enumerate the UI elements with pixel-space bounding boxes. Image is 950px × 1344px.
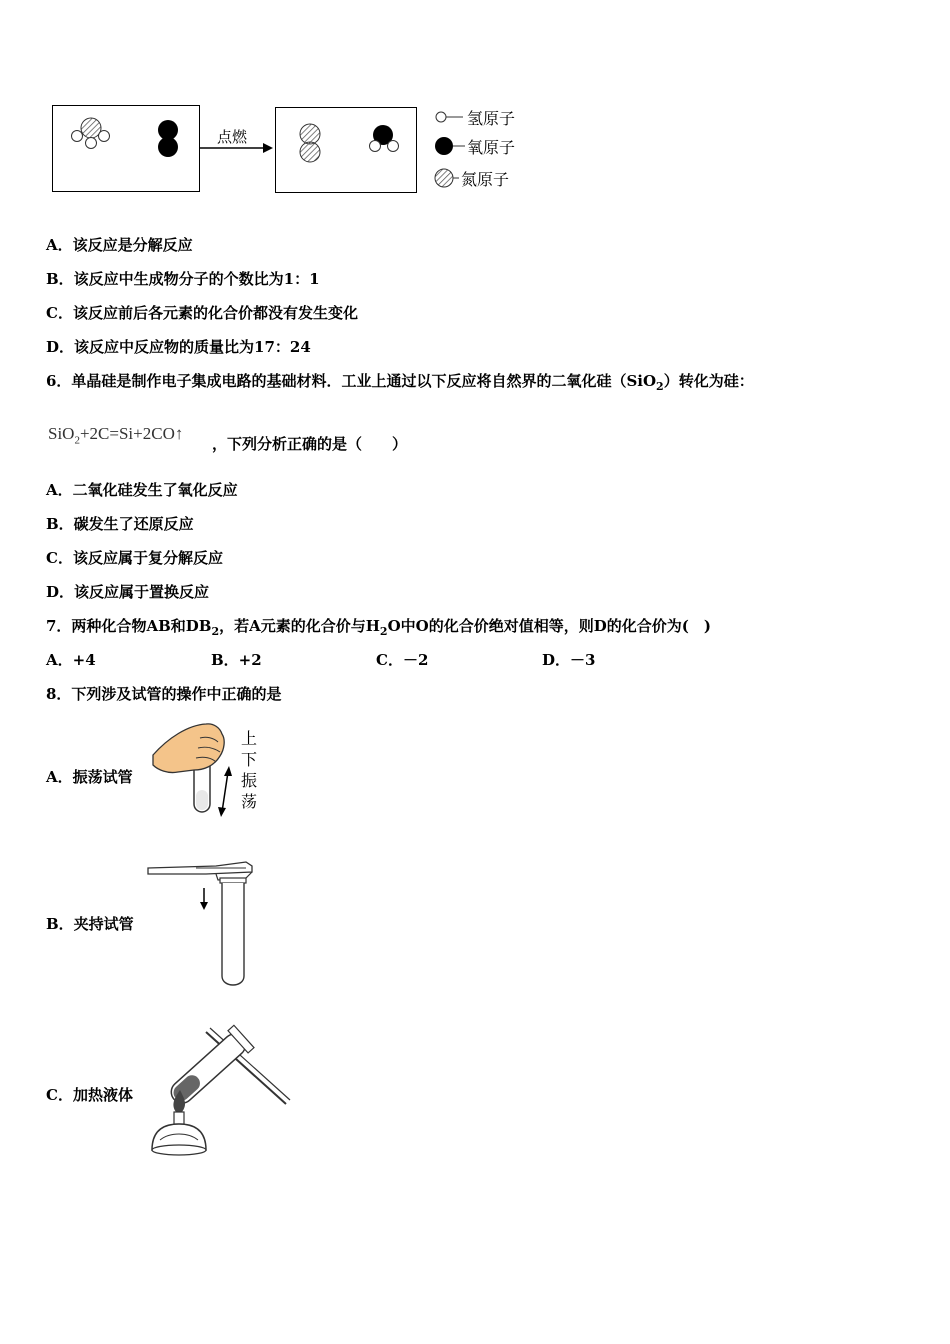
white-circle-icon (433, 106, 467, 128)
water-molecule (370, 125, 399, 152)
legend-label: 氢原子 (467, 108, 516, 128)
legend-hydrogen (433, 106, 515, 128)
formula-sub: 2 (74, 434, 80, 447)
q6-stem-sub: 2 (656, 380, 664, 393)
q5-option-b: B．该反应中生成物分子的个数比为1：1 (46, 270, 320, 288)
product-molecules (276, 108, 416, 192)
reactant-molecules (53, 106, 199, 191)
q6-option-b: B．碳发生了还原反应 (46, 515, 194, 533)
q7-stem-sub: 2 (211, 625, 220, 638)
legend-nitrogen (433, 167, 509, 189)
reaction-arrow (199, 126, 277, 158)
alcohol-lamp-heating-icon (146, 1012, 296, 1162)
q6-option-a: A．二氧化硅发生了氧化反应 (46, 481, 238, 499)
shake-char: 上 (241, 729, 258, 748)
q6-formula-tail: ，下列分析正确的是（ ） (212, 435, 408, 453)
q7-stem-text: ，若A元素的化合价与H (219, 617, 380, 635)
formula-part: SiO (48, 424, 75, 443)
q7-stem-text: 7．两种化合物AB和DB (46, 617, 212, 635)
q6-stem-tail: ）转化为硅： (663, 372, 754, 390)
holding-test-tube-figure (146, 858, 256, 993)
legend (433, 106, 553, 192)
q7-stem-text: O中O的化合价绝对值相等，则D的化合价为( ) (387, 617, 711, 635)
shake-char: 下 (241, 750, 258, 769)
reactants-box (52, 105, 200, 192)
q8-option-b: B．夹持试管 (46, 915, 134, 933)
legend-label: 氧原子 (467, 137, 516, 157)
legend-oxygen (433, 135, 515, 157)
q5-option-d: D．该反应中反应物的质量比为17：24 (46, 338, 311, 356)
q8-stem: 8．下列涉及试管的操作中正确的是 (46, 685, 282, 703)
test-tube-holder-icon (146, 858, 256, 993)
heating-liquid-figure (146, 1012, 296, 1162)
shaking-test-tube-figure (148, 720, 268, 820)
q5-option-a: A．该反应是分解反应 (46, 236, 193, 254)
q6-option-d: D．该反应属于置换反应 (46, 583, 210, 601)
nitrogen-molecule (300, 124, 320, 162)
oxygen-molecule (158, 120, 178, 157)
legend-label: 氮原子 (461, 169, 510, 189)
q6-formula (48, 424, 183, 446)
q6-stem (46, 371, 754, 397)
q6-stem-text: 6．单晶硅是制作电子集成电路的基础材料．工业上通过以下反应将自然界的二氧化硅（SiO (46, 372, 657, 390)
q6-option-c: C．该反应属于复分解反应 (46, 549, 223, 567)
q7-stem (46, 616, 711, 642)
q5-option-c: C．该反应前后各元素的化合价都没有发生变化 (46, 304, 358, 322)
q7-stem-sub: 2 (379, 625, 388, 638)
products-box (275, 107, 417, 193)
q7-option-a: A．+4 (46, 651, 96, 669)
q8-option-c: C．加热液体 (46, 1086, 133, 1104)
formula-part: +2C=Si+2CO↑ (79, 424, 184, 443)
ammonia-molecule (72, 118, 110, 149)
shake-caption (241, 728, 261, 812)
hatched-circle-icon (433, 167, 461, 189)
q7-option-c: C．－2 (376, 651, 429, 669)
q7-option-b: B．+2 (211, 651, 262, 669)
black-circle-icon (433, 135, 467, 157)
arrow-label: 点燃 (217, 128, 248, 146)
shake-char: 荡 (241, 792, 258, 811)
q8-option-a: A．振荡试管 (46, 768, 133, 786)
shake-char: 振 (241, 771, 258, 790)
q7-option-d: D．－3 (542, 651, 596, 669)
